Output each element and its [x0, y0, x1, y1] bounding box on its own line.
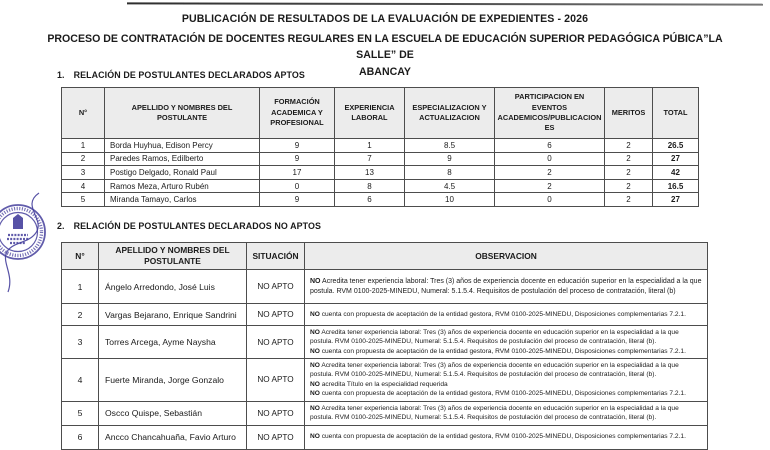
section-label: RELACIÓN DE POSTULANTES DECLARADOS APTOS — [73, 70, 305, 80]
observacion-line: NO cuenta con propuesta de aceptación de la entidad gestora, RVM 0100-2025-MINEDU, Disposiciones complementarias 7.2.1. — [310, 390, 686, 398]
postulant-name-cell: Ramos Meza, Arturo Rubén — [105, 179, 260, 193]
column-header: N° — [62, 88, 105, 139]
experiencia-score-cell: 13 — [335, 166, 405, 180]
participacion-score-cell: 2 — [495, 179, 605, 193]
total-score-cell: 42 — [653, 166, 699, 180]
column-header: OBSERVACION — [305, 243, 708, 270]
scan-edge-artifact — [127, 2, 763, 5]
observacion-line: NO Acredita tener experiencia laboral: Tres (3) años de experiencia docente en educación superior en la especialidad a la que postula. RVM 0100-2025-MINEDU, Numeral: 5.1.5.4. Requisitos de postulación del proceso de contratación, literal (b). — [310, 404, 679, 422]
table-row — [62, 152, 699, 166]
formacion-score-cell: 9 — [260, 152, 335, 166]
table-row — [62, 270, 708, 304]
table-row — [62, 304, 708, 326]
observacion-line: NO cuenta con propuesta de aceptación de la entidad gestora, RVM 0100-2025-MINEDU, Disposiciones complementarias 7.2.1. — [310, 347, 686, 355]
postulant-name-cell: Vargas Bejarano, Enrique Sandrini — [99, 304, 247, 326]
postulant-name-cell: Torres Arcega, Ayme Naysha — [99, 326, 247, 359]
no-aptos-table-body — [62, 270, 708, 450]
observacion-line: NO cuenta con propuesta de aceptación de la entidad gestora, RVM 0100-2025-MINEDU, Disposiciones complementarias 7.2.1. — [310, 310, 686, 318]
formacion-score-cell: 9 — [260, 193, 335, 207]
aptos-table-body — [62, 139, 699, 207]
table-row — [62, 139, 699, 153]
row-number-cell: 1 — [62, 139, 105, 153]
row-number-cell: 6 — [62, 425, 99, 449]
especializacion-score-cell: 9 — [405, 152, 495, 166]
table-row — [62, 326, 708, 359]
participacion-score-cell: 6 — [495, 139, 605, 153]
meritos-score-cell: 2 — [605, 152, 653, 166]
observacion-line: NO Acredita tener experiencia laboral: Tres (3) años de experiencia docente en educación superior en la especialidad a la que postula. RVM 0100-2025-MINEDU, Numeral: 5.1.5.4. Requisitos de postulación del proceso de contratación, literal (b). — [310, 362, 679, 379]
meritos-score-cell: 2 — [605, 179, 653, 193]
total-score-cell: 27 — [653, 152, 699, 166]
postulant-name-cell: Ancco Chancahuaña, Favio Arturo — [99, 425, 247, 449]
especializacion-score-cell: 4.5 — [405, 179, 495, 193]
seal-center-text-lines — [7, 235, 29, 243]
participacion-score-cell: 2 — [495, 166, 605, 180]
experiencia-score-cell: 8 — [335, 179, 405, 193]
row-number-cell: 1 — [62, 270, 99, 304]
formacion-score-cell: 0 — [260, 179, 335, 193]
column-header: TOTAL — [653, 88, 699, 139]
participacion-score-cell: 0 — [495, 152, 605, 166]
postulant-name-cell: Oscco Quispe, Sebastián — [99, 401, 247, 425]
row-number-cell: 3 — [62, 166, 105, 180]
observacion-line: NO Acredita tener experiencia laboral: Tres (3) años de experiencia docente en educación superior en la especialidad a la que postula. RVM 0100-2025-MINEDU, Numeral: 5.1.5.4. Requisitos de postulación del proceso de contratación, literal (b). — [310, 329, 679, 346]
meritos-score-cell: 2 — [605, 166, 653, 180]
situacion-cell: NO APTO — [247, 425, 305, 449]
situacion-cell: NO APTO — [247, 304, 305, 326]
row-number-cell: 4 — [62, 359, 99, 401]
table-row — [62, 193, 699, 207]
table-row — [62, 425, 708, 449]
experiencia-score-cell: 6 — [335, 193, 405, 207]
postulant-name-cell: Miranda Tamayo, Carlos — [105, 193, 260, 207]
section-number: 2. — [57, 221, 65, 231]
especializacion-score-cell: 10 — [405, 193, 495, 207]
participacion-score-cell: 0 — [495, 193, 605, 207]
situacion-cell: NO APTO — [247, 326, 305, 359]
postulant-name-cell: Fuerte Miranda, Jorge Gonzalo — [99, 359, 247, 401]
column-header: APELLIDO Y NOMBRES DEL POSTULANTE — [99, 243, 247, 270]
total-score-cell: 16.5 — [653, 179, 699, 193]
situacion-cell: NO APTO — [247, 270, 305, 304]
seal-emblem-roof — [13, 214, 23, 218]
section-number: 1. — [57, 70, 65, 80]
situacion-cell: NO APTO — [247, 359, 305, 401]
table-row — [62, 166, 699, 180]
page-subtitle-line2: ABANCAY — [359, 65, 411, 78]
table-row — [62, 179, 699, 193]
postulant-name-cell: Ángelo Arredondo, José Luis — [99, 270, 247, 304]
row-number-cell: 2 — [62, 152, 105, 166]
total-score-cell: 27 — [653, 193, 699, 207]
observacion-line: NO Acredita tener experiencia laboral: Tres (3) años de experiencia docente en educación superior en la especialidad a la que postula. RVM 0100-2025-MINEDU, Numeral: 5.1.5.4. Requisitos de postulación del proceso de contratación, literal (b) — [310, 277, 702, 295]
column-header: PARTICIPACION EN EVENTOS ACADEMICOS/PUBLICACIONES — [495, 88, 605, 139]
page-subtitle-line1: PROCESO DE CONTRATACIÓN DE DOCENTES REGULARES EN LA ESCUELA DE EDUCACIÓN SUPERIOR PEDAGÓGICA PÚBICA”LA SALLE” DE — [47, 33, 723, 62]
row-number-cell: 3 — [62, 326, 99, 359]
observacion-line: NO cuenta con propuesta de aceptación de la entidad gestora, RVM 0100-2025-MINEDU, Disposiciones complementarias 7.2.1. — [310, 433, 686, 441]
experiencia-score-cell: 1 — [335, 139, 405, 153]
section-label: RELACIÓN DE POSTULANTES DECLARADOS NO APTOS — [73, 221, 321, 231]
observacion-cell — [305, 425, 708, 449]
observacion-line: NO acredita Título en la especialidad requerida — [310, 380, 448, 388]
observacion-cell — [305, 304, 708, 326]
column-header: FORMACIÓN ACADEMICA Y PROFESIONAL — [260, 88, 335, 139]
total-score-cell: 26.5 — [653, 139, 699, 153]
observacion-cell — [305, 326, 708, 359]
observacion-cell — [305, 270, 708, 304]
observacion-cell — [305, 359, 708, 401]
especializacion-score-cell: 8.5 — [405, 139, 495, 153]
column-header: SITUACIÓN — [247, 243, 305, 270]
column-header: APELLIDO Y NOMBRES DEL POSTULANTE — [105, 88, 260, 139]
row-number-cell: 4 — [62, 179, 105, 193]
column-header: N° — [62, 243, 99, 270]
no-aptos-header-row — [62, 243, 708, 270]
column-header: MERITOS — [605, 88, 653, 139]
aptos-table — [61, 87, 699, 207]
row-number-cell: 5 — [62, 193, 105, 207]
column-header: ESPECIALIZACION Y ACTUALIZACION — [405, 88, 495, 139]
formacion-score-cell: 9 — [260, 139, 335, 153]
row-number-cell: 5 — [62, 401, 99, 425]
especializacion-score-cell: 8 — [405, 166, 495, 180]
page-title: PUBLICACIÓN DE RESULTADOS DE LA EVALUACIÓN DE EXPEDIENTES - 2026 — [181, 13, 589, 25]
observacion-cell — [305, 401, 708, 425]
row-number-cell: 2 — [62, 304, 99, 326]
situacion-cell: NO APTO — [247, 401, 305, 425]
table-row — [62, 359, 708, 401]
section-heading-aptos — [57, 70, 305, 80]
meritos-score-cell: 2 — [605, 193, 653, 207]
postulant-name-cell: Borda Huyhua, Edison Percy — [105, 139, 260, 153]
section-heading-no-aptos — [57, 221, 321, 231]
postulant-name-cell: Postigo Delgado, Ronald Paul — [105, 166, 260, 180]
postulant-name-cell: Paredes Ramos, Edilberto — [105, 152, 260, 166]
table-row — [62, 401, 708, 425]
aptos-header-row — [62, 88, 699, 139]
seal-emblem-icon — [13, 218, 23, 229]
formacion-score-cell: 17 — [260, 166, 335, 180]
institutional-seal — [0, 192, 60, 294]
experiencia-score-cell: 7 — [335, 152, 405, 166]
meritos-score-cell: 2 — [605, 139, 653, 153]
column-header: EXPERIENCIA LABORAL — [335, 88, 405, 139]
no-aptos-table — [61, 242, 708, 450]
